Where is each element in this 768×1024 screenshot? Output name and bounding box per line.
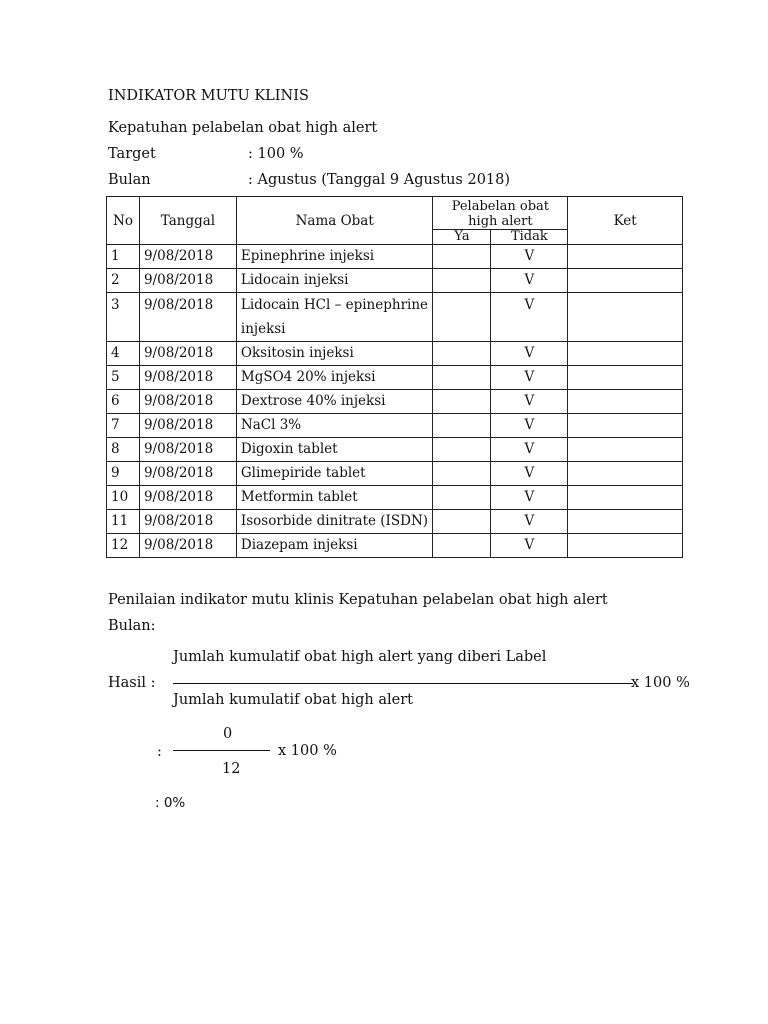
header-tidak: Tidak <box>491 230 568 245</box>
cell-ket <box>568 486 683 510</box>
formula-denominator: Jumlah kumulatif obat high alert <box>173 692 413 708</box>
cell-tidak: V <box>491 534 568 558</box>
cell-no: 6 <box>107 390 140 414</box>
cell-ket <box>568 462 683 486</box>
cell-nama-obat: Oksitosin injeksi <box>236 342 433 366</box>
cell-nama-obat: Lidocain injeksi <box>236 269 433 293</box>
penilaian-heading: Penilaian indikator mutu klinis Kepatuhan pelabelan obat high alert <box>108 592 608 608</box>
calc-fraction-bar <box>173 750 270 751</box>
cell-tidak: V <box>491 293 568 342</box>
cell-tanggal: 9/08/2018 <box>139 245 236 269</box>
cell-ya <box>433 293 491 342</box>
cell-tidak: V <box>491 486 568 510</box>
hasil-label: Hasil : <box>108 675 156 691</box>
table-row <box>107 438 683 462</box>
cell-tanggal: 9/08/2018 <box>139 438 236 462</box>
cell-tanggal: 9/08/2018 <box>139 390 236 414</box>
cell-tanggal: 9/08/2018 <box>139 486 236 510</box>
cell-tanggal: 9/08/2018 <box>139 510 236 534</box>
cell-ya <box>433 245 491 269</box>
cell-no: 12 <box>107 534 140 558</box>
cell-ya <box>433 269 491 293</box>
cell-nama-obat: Isosorbide dinitrate (ISDN) <box>236 510 433 534</box>
cell-tanggal: 9/08/2018 <box>139 534 236 558</box>
bulan-value: : Agustus (Tanggal 9 Agustus 2018) <box>248 172 511 188</box>
cell-nama-obat: MgSO4 20% injeksi <box>236 366 433 390</box>
header-pelabelan: Pelabelan obat high alert <box>433 197 568 230</box>
cell-tidak: V <box>491 438 568 462</box>
cell-tanggal: 9/08/2018 <box>139 269 236 293</box>
penilaian-bulan: Bulan: <box>108 618 156 634</box>
cell-ya <box>433 510 491 534</box>
cell-no: 3 <box>107 293 140 342</box>
cell-tanggal: 9/08/2018 <box>139 462 236 486</box>
cell-no: 2 <box>107 269 140 293</box>
formula-numerator: Jumlah kumulatif obat high alert yang diberi Label <box>173 649 547 665</box>
table-row <box>107 510 683 534</box>
calc-result: : 0% <box>155 795 186 811</box>
table-row <box>107 293 683 342</box>
cell-nama-obat: Metformin tablet <box>236 486 433 510</box>
cell-tidak: V <box>491 366 568 390</box>
cell-ya <box>433 462 491 486</box>
formula-fraction-bar <box>173 683 633 684</box>
cell-ket <box>568 245 683 269</box>
obat-table <box>106 196 683 558</box>
cell-tidak: V <box>491 245 568 269</box>
cell-no: 1 <box>107 245 140 269</box>
calc-numerator: 0 <box>223 726 233 742</box>
cell-ya <box>433 534 491 558</box>
cell-ya <box>433 366 491 390</box>
cell-tidak: V <box>491 342 568 366</box>
cell-nama-obat: Dextrose 40% injeksi <box>236 390 433 414</box>
table-row <box>107 245 683 269</box>
cell-no: 10 <box>107 486 140 510</box>
cell-tidak: V <box>491 269 568 293</box>
header-nama-obat: Nama Obat <box>236 197 433 245</box>
table-row <box>107 390 683 414</box>
cell-ket <box>568 342 683 366</box>
cell-ya <box>433 486 491 510</box>
table-row <box>107 342 683 366</box>
cell-ya <box>433 438 491 462</box>
calc-denominator: 12 <box>222 761 241 777</box>
calc-colon: : <box>157 744 162 760</box>
table-row <box>107 414 683 438</box>
cell-nama-obat: Glimepiride tablet <box>236 462 433 486</box>
cell-tidak: V <box>491 510 568 534</box>
target-value: : 100 % <box>248 146 304 162</box>
formula-multiplier: x 100 % <box>631 675 690 691</box>
cell-tidak: V <box>491 390 568 414</box>
cell-ya <box>433 390 491 414</box>
cell-ya <box>433 342 491 366</box>
target-label: Target <box>108 146 156 162</box>
cell-tanggal: 9/08/2018 <box>139 366 236 390</box>
table-row <box>107 534 683 558</box>
calc-multiplier: x 100 % <box>278 743 337 759</box>
cell-tanggal: 9/08/2018 <box>139 414 236 438</box>
cell-ket <box>568 366 683 390</box>
cell-tidak: V <box>491 414 568 438</box>
table-row <box>107 462 683 486</box>
table-row <box>107 269 683 293</box>
cell-nama-obat: Digoxin tablet <box>236 438 433 462</box>
header-ket: Ket <box>568 197 683 245</box>
cell-no: 7 <box>107 414 140 438</box>
header-no: No <box>107 197 140 245</box>
cell-ket <box>568 293 683 342</box>
cell-nama-obat: NaCl 3% <box>236 414 433 438</box>
cell-no: 4 <box>107 342 140 366</box>
cell-no: 5 <box>107 366 140 390</box>
cell-ket <box>568 534 683 558</box>
cell-tidak: V <box>491 462 568 486</box>
cell-ya <box>433 414 491 438</box>
header-tanggal: Tanggal <box>139 197 236 245</box>
cell-no: 8 <box>107 438 140 462</box>
cell-ket <box>568 269 683 293</box>
document-subtitle: Kepatuhan pelabelan obat high alert <box>108 120 378 136</box>
cell-ket <box>568 510 683 534</box>
cell-tanggal: 9/08/2018 <box>139 342 236 366</box>
table-row <box>107 366 683 390</box>
cell-no: 11 <box>107 510 140 534</box>
cell-ket <box>568 414 683 438</box>
document-title: INDIKATOR MUTU KLINIS <box>108 88 309 104</box>
bulan-label: Bulan <box>108 172 151 188</box>
cell-ket <box>568 390 683 414</box>
header-ya: Ya <box>433 230 491 245</box>
cell-ket <box>568 438 683 462</box>
cell-nama-obat: Diazepam injeksi <box>236 534 433 558</box>
table-row <box>107 486 683 510</box>
cell-no: 9 <box>107 462 140 486</box>
cell-tanggal: 9/08/2018 <box>139 293 236 342</box>
cell-nama-obat: Epinephrine injeksi <box>236 245 433 269</box>
cell-nama-obat: Lidocain HCl – epinephrine injeksi <box>236 293 433 342</box>
